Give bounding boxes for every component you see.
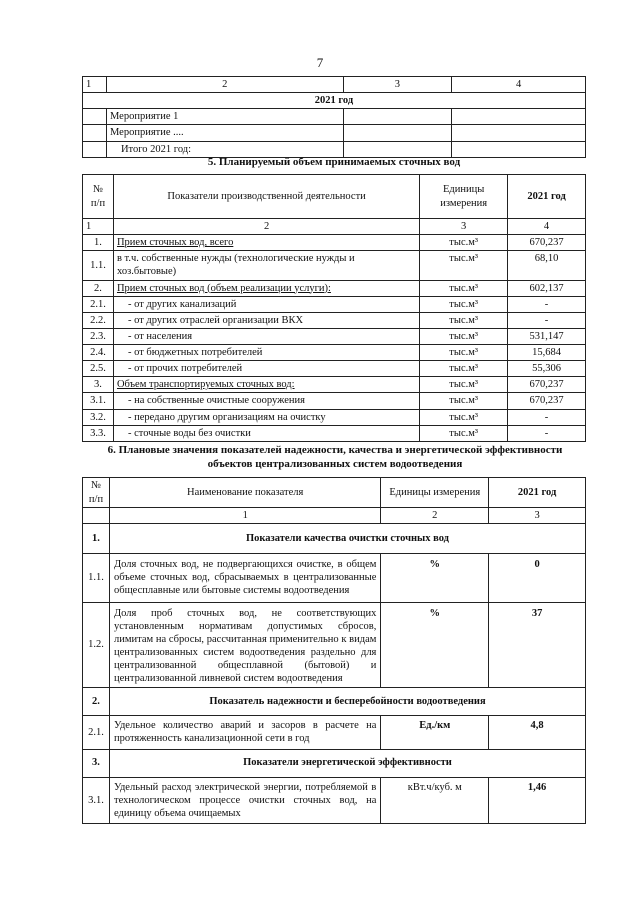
colnum-2: 2: [113, 219, 419, 235]
header-indicator: Показатели производственной деятельности: [113, 175, 419, 219]
row-unit: тыс.м³: [420, 345, 508, 361]
colnum-4: 4: [508, 219, 586, 235]
row-value: 1,46: [489, 777, 586, 823]
row-unit: кВт.ч/куб. м: [381, 777, 489, 823]
row-unit: Ед./км: [381, 716, 489, 749]
table-row: [83, 235, 586, 251]
row-value: -: [508, 296, 586, 312]
colnum-2: 2: [381, 508, 489, 524]
wastewater-volume-table: [82, 174, 586, 442]
table-row: [83, 251, 586, 280]
colnum-1: 1: [109, 508, 380, 524]
row-text: Удельный расход электрической энергии, потребляемой в технологическом процессе очистки сточных вод, на единицу объема очищаемых: [109, 777, 380, 823]
row-unit: тыс.м³: [420, 409, 508, 425]
col-num-2: 2: [106, 77, 343, 93]
table-row: [83, 409, 586, 425]
table-row: [83, 219, 586, 235]
row-text: Доля сточных вод, не подвергающихся очистке, в общем объеме сточных вод, сбрасываемых в централизованные общесплавные или бытовые системы водоотведения: [109, 554, 380, 602]
table-row: [83, 345, 586, 361]
events-table: [82, 76, 586, 158]
total-2021: Итого 2021 год:: [106, 141, 343, 157]
group-title: Показатель надежности и бесперебойности водоотведения: [109, 688, 585, 716]
row-value: 37: [489, 602, 586, 688]
table-row: [83, 393, 586, 409]
row-num: 2.2.: [83, 312, 114, 328]
table-row: [83, 296, 586, 312]
row-num: 3.: [83, 377, 114, 393]
row-text: - передано другим организациям на очистку: [113, 409, 419, 425]
group-num: 2.: [83, 688, 110, 716]
row-value: 0: [489, 554, 586, 602]
section-6-title: [70, 444, 600, 472]
colnum-3: 3: [420, 219, 508, 235]
table-row: [83, 716, 586, 749]
colnum-1: 1: [83, 219, 114, 235]
group-row: [83, 524, 586, 554]
row-text: - сточные воды без очистки: [113, 425, 419, 441]
table-row: [83, 777, 586, 823]
row-num: 3.2.: [83, 409, 114, 425]
row-num: 2.: [83, 280, 114, 296]
row-unit: %: [381, 602, 489, 688]
row-value: 602,137: [508, 280, 586, 296]
group-title: Показатели качества очистки сточных вод: [109, 524, 585, 554]
col-num-4: 4: [452, 77, 586, 93]
row-text: - от других отраслей организации ВКХ: [113, 312, 419, 328]
table-row: [83, 508, 586, 524]
row-text: - от населения: [113, 328, 419, 344]
row-unit: тыс.м³: [420, 235, 508, 251]
table-row: [83, 312, 586, 328]
row-value: 531,147: [508, 328, 586, 344]
row-text: Доля проб сточных вод, не соответствующих установленным нормативам допустимых сбросов, лимитам на сбросы, рассчитанная применительно к видам централизованных систем водоотведения раздельно для централизованной общесплавной (бытовой) и централизованной ливневой систем водоотведения: [109, 602, 380, 688]
row-text: Объем транспортируемых сточных вод:: [113, 377, 419, 393]
year-header: 2021 год: [83, 93, 586, 109]
row-value: 68,10: [508, 251, 586, 280]
table-row: [83, 377, 586, 393]
row-num: 3.1.: [83, 393, 114, 409]
header-num: № п/п: [83, 478, 110, 508]
row-unit: тыс.м³: [420, 296, 508, 312]
row-unit: тыс.м³: [420, 251, 508, 280]
row-text: в т.ч. собственные нужды (технологические нужды и хоз.бытовые): [113, 251, 419, 280]
header-unit: Единицы измерения: [420, 175, 508, 219]
header-num: № п/п: [83, 175, 114, 219]
row-text: - от других канализаций: [113, 296, 419, 312]
table-row: [83, 361, 586, 377]
col-num-3: 3: [343, 77, 452, 93]
row-unit: %: [381, 554, 489, 602]
table-row: [83, 125, 586, 141]
table-row: [83, 328, 586, 344]
table-header-row: [83, 175, 586, 219]
row-unit: тыс.м³: [420, 280, 508, 296]
table-row: [83, 425, 586, 441]
row-text: Прием сточных вод, всего: [113, 235, 419, 251]
section-6-title-line2: объектов централизованных систем водоотведения: [207, 457, 463, 470]
table-row: [83, 141, 586, 157]
row-value: -: [508, 409, 586, 425]
row-unit: тыс.м³: [420, 377, 508, 393]
row-unit: тыс.м³: [420, 393, 508, 409]
row-unit: тыс.м³: [420, 361, 508, 377]
group-num: 1.: [83, 524, 110, 554]
page-number: 7: [316, 55, 324, 70]
colnum-3: 3: [489, 508, 586, 524]
row-value: 15,684: [508, 345, 586, 361]
row-num: 2.1.: [83, 716, 110, 749]
table-row: [83, 93, 586, 109]
row-num: 2.1.: [83, 296, 114, 312]
row-num: 3.1.: [83, 777, 110, 823]
section-6-title-line1: 6. Плановые значения показателей надежности, качества и энергетической эффективности: [107, 444, 563, 456]
header-name: Наименование показателя: [109, 478, 380, 508]
row-value: 670,237: [508, 393, 586, 409]
col-num-1: 1: [83, 77, 107, 93]
row-value: 55,306: [508, 361, 586, 377]
indicators-table: [82, 477, 586, 824]
row-num: 1.1.: [83, 251, 114, 280]
header-year: 2021 год: [489, 478, 586, 508]
row-text: - от бюджетных потребителей: [113, 345, 419, 361]
table-row: [83, 602, 586, 688]
row-unit: тыс.м³: [420, 312, 508, 328]
row-num: 1.2.: [83, 602, 110, 688]
row-value: 670,237: [508, 377, 586, 393]
group-num: 3.: [83, 749, 110, 777]
section-5-title: 5. Планируемый объем принимаемых сточных вод: [207, 156, 461, 168]
row-unit: тыс.м³: [420, 425, 508, 441]
row-value: -: [508, 425, 586, 441]
event-2: Мероприятие ....: [106, 125, 343, 141]
group-row: [83, 749, 586, 777]
group-row: [83, 688, 586, 716]
row-text: - от прочих потребителей: [113, 361, 419, 377]
row-text: - на собственные очистные сооружения: [113, 393, 419, 409]
header-unit: Единицы измерения: [381, 478, 489, 508]
table-row: [83, 77, 586, 93]
table-row: [83, 554, 586, 602]
row-num: 3.3.: [83, 425, 114, 441]
row-num: 2.4.: [83, 345, 114, 361]
event-1: Мероприятие 1: [106, 109, 343, 125]
row-num: 1.1.: [83, 554, 110, 602]
row-text: Удельное количество аварий и засоров в расчете на протяженность канализационной сети в год: [109, 716, 380, 749]
header-year: 2021 год: [508, 175, 586, 219]
group-title: Показатели энергетической эффективности: [109, 749, 585, 777]
row-text: Прием сточных вод (объем реализации услуги):: [113, 280, 419, 296]
row-unit: тыс.м³: [420, 328, 508, 344]
row-value: -: [508, 312, 586, 328]
row-value: 670,237: [508, 235, 586, 251]
table-row: [83, 109, 586, 125]
row-num: 2.3.: [83, 328, 114, 344]
table-row: [83, 280, 586, 296]
row-num: 1.: [83, 235, 114, 251]
table-header-row: [83, 478, 586, 508]
row-value: 4,8: [489, 716, 586, 749]
row-num: 2.5.: [83, 361, 114, 377]
